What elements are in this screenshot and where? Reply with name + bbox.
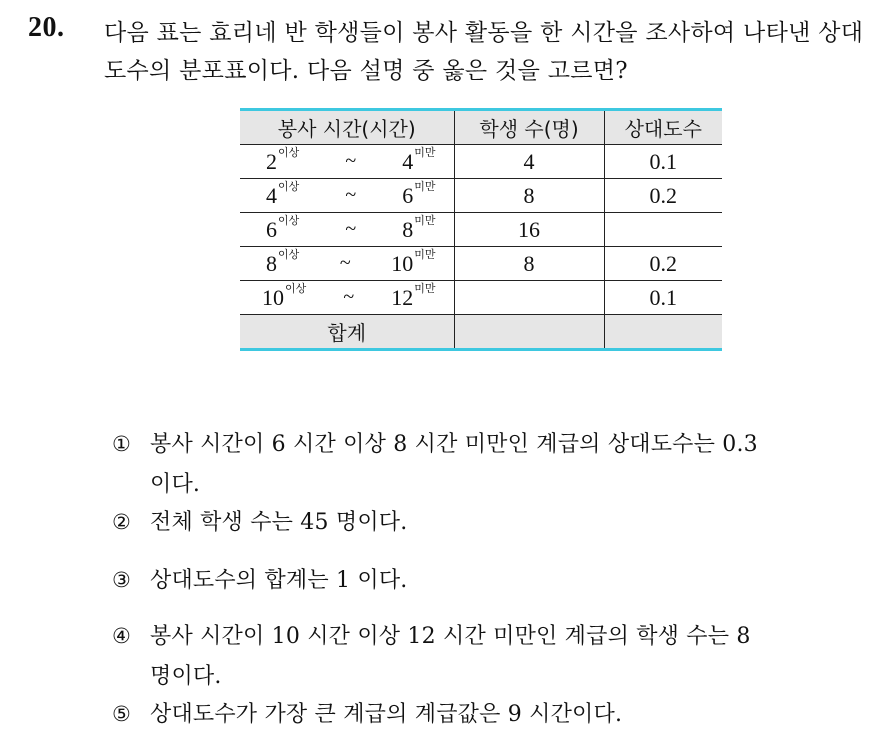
choice-marker: ③ <box>112 568 132 592</box>
choice-4[interactable] <box>112 616 852 697</box>
tilde: ~ <box>345 184 357 206</box>
relative-frequency-cell: 0.2 <box>604 247 722 281</box>
table-row <box>240 145 722 179</box>
upper-bound-suffix: 미만 <box>414 145 436 159</box>
upper-bound-suffix: 미만 <box>414 213 436 227</box>
lower-bound-suffix: 이상 <box>278 179 300 193</box>
table-row <box>240 213 722 247</box>
lower-bound-suffix: 이상 <box>285 281 307 295</box>
total-relative-frequency <box>604 315 722 350</box>
question-stem: 다음 표는 효리네 반 학생들이 봉사 활동을 한 시간을 조사하여 나타낸 상대도수의 분포표이다. 다음 설명 중 옳은 것을 고르면? <box>104 20 864 84</box>
lower-bound-suffix: 이상 <box>278 145 300 159</box>
tilde: ~ <box>343 286 355 308</box>
interval-to: 12 <box>391 284 414 310</box>
table-row <box>240 179 722 213</box>
choice-text: 전체 학생 수는 45 명이다. <box>150 510 408 535</box>
header-relative-frequency: 상대도수 <box>604 110 722 145</box>
tilde: ~ <box>339 252 351 274</box>
choice-text: 봉사 시간이 10 시간 이상 12 시간 미만인 계급의 학생 수는 8 <box>150 624 751 649</box>
tilde: ~ <box>345 218 357 240</box>
upper-bound-suffix: 미만 <box>414 247 436 261</box>
header-service-hours: 봉사 시간(시간) <box>240 110 454 145</box>
lower-bound-suffix: 이상 <box>278 213 300 227</box>
choice-1[interactable] <box>112 424 852 505</box>
interval-cell <box>240 213 454 247</box>
upper-bound-suffix: 미만 <box>414 179 436 193</box>
upper-bound-suffix: 미만 <box>414 281 436 295</box>
table-row <box>240 281 722 315</box>
choice-text: 봉사 시간이 6 시간 이상 8 시간 미만인 계급의 상대도수는 0.3 <box>150 432 758 457</box>
count-cell: 8 <box>454 179 604 213</box>
choice-marker: ⑤ <box>112 702 132 726</box>
choice-3[interactable] <box>112 560 852 601</box>
interval-cell <box>240 145 454 179</box>
relative-frequency-cell <box>604 213 722 247</box>
count-cell: 8 <box>454 247 604 281</box>
interval-from: 4 <box>266 182 277 208</box>
table-header-row <box>240 110 722 145</box>
interval-to: 10 <box>391 250 414 276</box>
tilde: ~ <box>345 150 357 172</box>
interval-to: 8 <box>402 216 414 242</box>
interval-to: 4 <box>402 148 414 174</box>
count-cell <box>454 281 604 315</box>
choice-text: 상대도수의 합계는 1 이다. <box>150 568 408 593</box>
interval-cell <box>240 281 454 315</box>
relative-frequency-cell: 0.1 <box>604 145 722 179</box>
choice-text-continued: 명이다. <box>150 664 222 689</box>
count-cell: 16 <box>454 213 604 247</box>
total-count <box>454 315 604 350</box>
relative-frequency-table <box>240 108 722 351</box>
total-row <box>240 315 722 350</box>
choice-2[interactable] <box>112 502 852 543</box>
interval-cell <box>240 247 454 281</box>
question-number: 20. <box>28 12 65 43</box>
lower-bound-suffix: 이상 <box>278 247 300 261</box>
count-cell: 4 <box>454 145 604 179</box>
relative-frequency-cell: 0.1 <box>604 281 722 315</box>
interval-from: 6 <box>266 216 277 242</box>
interval-from: 8 <box>266 250 277 276</box>
total-label: 합계 <box>240 315 454 350</box>
interval-from: 2 <box>266 148 277 174</box>
table-row <box>240 247 722 281</box>
choice-marker: ① <box>112 432 132 456</box>
header-student-count: 학생 수(명) <box>454 110 604 145</box>
choice-text-continued: 이다. <box>150 472 201 497</box>
interval-cell <box>240 179 454 213</box>
choice-text: 상대도수가 가장 큰 계급의 계급값은 9 시간이다. <box>150 702 623 727</box>
choice-marker: ④ <box>112 624 132 648</box>
choice-marker: ② <box>112 510 132 534</box>
relative-frequency-cell: 0.2 <box>604 179 722 213</box>
interval-from: 10 <box>262 284 284 310</box>
interval-to: 6 <box>402 182 414 208</box>
